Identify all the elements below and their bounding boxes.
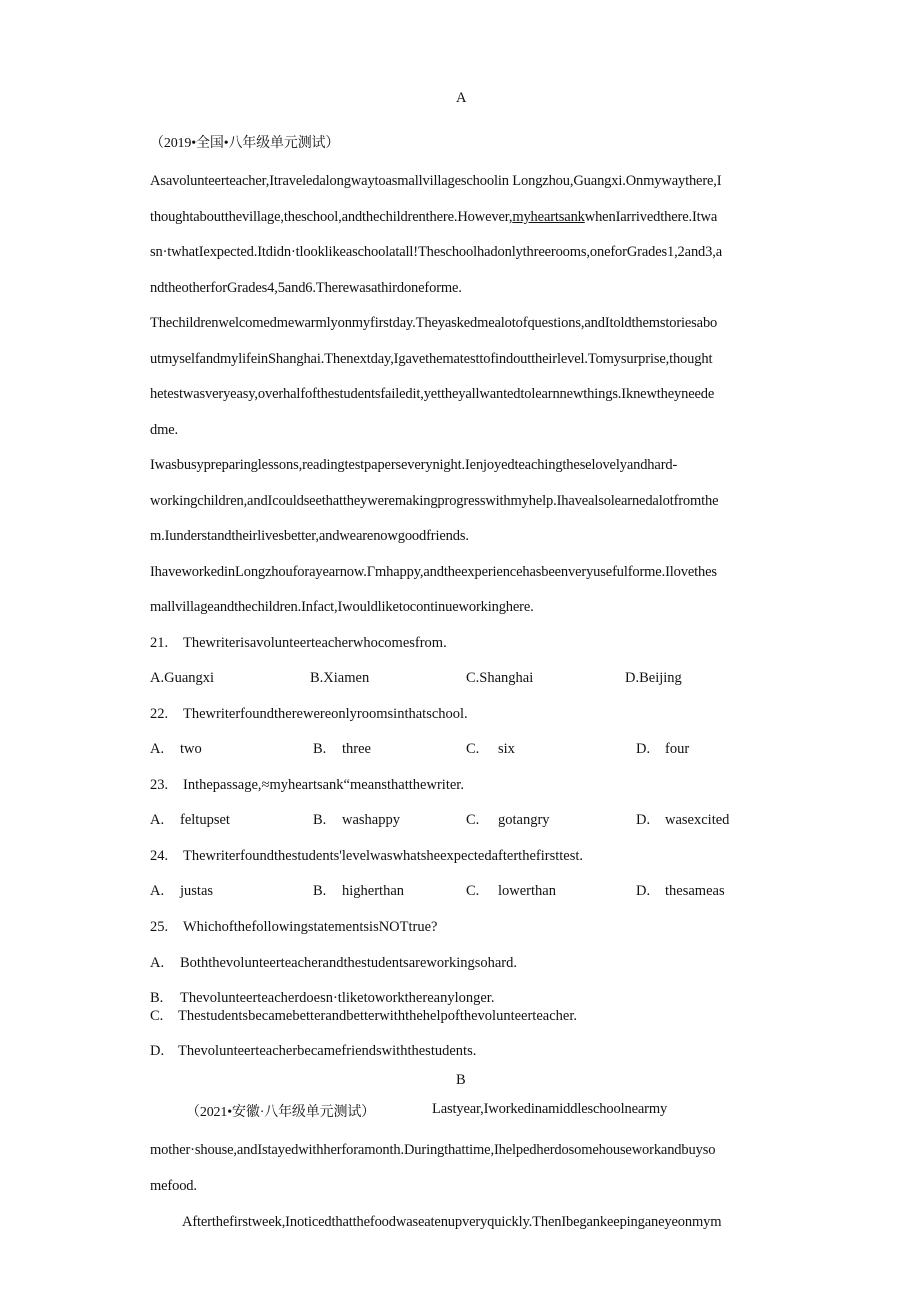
option-a: A.Guangxi bbox=[150, 670, 215, 686]
passage-a-line: utmyselfandmylifeinShanghai.Thenextday,Igavethematesttofindouttheirlevel.Tomysurprise,thought bbox=[150, 351, 713, 367]
option-a-letter: A. bbox=[150, 812, 165, 828]
passage-b-line: Afterthefirstweek,Inoticedthatthefoodwaseatenupveryquickly.ThenIbegankeepinganeyeonmym bbox=[182, 1214, 722, 1230]
option-b-text: washappy bbox=[342, 812, 400, 828]
passage-a-line: hetestwasveryeasy,overhalfofthestudentsfailedit,yettheyallwantedtolearnnewthings.Iknewtheyneede bbox=[150, 386, 715, 402]
underlined-phrase: myheartsank bbox=[512, 209, 585, 225]
passage-b-line: mother·shouse,andIstayedwithherforamonth.Duringthattime,Ihelpedherdosomehouseworkandbuyso bbox=[150, 1142, 716, 1158]
option-a-text: Boththevolunteerteacherandthestudentsareworkingsohard. bbox=[180, 955, 518, 971]
option-b-letter: B. bbox=[313, 812, 327, 828]
section-a-heading: A bbox=[456, 90, 467, 106]
option-a-text: two bbox=[180, 741, 202, 757]
question-stem: Inthepassage,≈myheartsank“meansthatthewriter. bbox=[183, 777, 464, 793]
passage-a-line: mallvillageandthechildren.Infact,Iwouldliketocontinueworkinghere. bbox=[150, 599, 534, 615]
question-number: 25. bbox=[150, 919, 169, 935]
question-stem: Thewriterfoundthestudents'levelwaswhatsheexpectedafterthefirsttest. bbox=[183, 848, 584, 864]
passage-a-line: ndtheotherforGrades4,5and6.Therewasathirdoneforme. bbox=[150, 280, 462, 296]
section-a-source: （2019•全国•八年级单元测试） bbox=[150, 136, 340, 151]
option-a-text: justas bbox=[180, 883, 214, 899]
section-b-source: （2021•安徽·八年级单元测试） bbox=[186, 1105, 376, 1120]
option-d-text: Thevolunteerteacherbecamefriendswiththestudents. bbox=[178, 1043, 477, 1059]
option-d-text: wasexcited bbox=[665, 812, 730, 828]
option-b-text: Thevolunteerteacherdoesn·tliketoworkthereanylonger. bbox=[180, 990, 495, 1006]
option-b-letter: B. bbox=[313, 741, 327, 757]
option-c-letter: C. bbox=[466, 741, 480, 757]
option-c-text: six bbox=[498, 741, 515, 757]
option-b-letter: B. bbox=[150, 990, 164, 1006]
option-c-text: gotangry bbox=[498, 812, 550, 828]
option-d-letter: D. bbox=[150, 1043, 165, 1059]
passage-a-line: m.Iunderstandtheirlivesbetter,andwearenowgoodfriends. bbox=[150, 528, 469, 544]
passage-a-line: Thechildrenwelcomedmewarmlyonmyfirstday.Theyaskedmealotofquestions,andItoldthemstoriesabo bbox=[150, 315, 718, 331]
passage-a-line bbox=[150, 209, 717, 226]
question-number: 22. bbox=[150, 706, 169, 722]
question-stem: Thewriterfoundtherewereonlyroomsinthatschool. bbox=[183, 706, 468, 722]
option-b-text: higherthan bbox=[342, 883, 405, 899]
passage-a-line: IhaveworkedinLongzhouforayearnow.Γmhappy,andtheexperiencehasbeenveryusefulforme.Ilovethes bbox=[150, 564, 717, 580]
passage-b-line: Lastyear,Iworkedinamiddleschoolnearmy bbox=[432, 1101, 668, 1117]
option-d-letter: D. bbox=[636, 812, 651, 828]
question-number: 21. bbox=[150, 635, 169, 651]
option-d-letter: D. bbox=[636, 741, 651, 757]
question-number: 24. bbox=[150, 848, 169, 864]
option-c-text: lowerthan bbox=[498, 883, 556, 899]
passage-b-line: mefood. bbox=[150, 1178, 197, 1194]
passage-a-line: Iwasbusypreparinglessons,readingtestpaperseverynight.Ienjoyedteachingtheselovelyandhard- bbox=[150, 457, 678, 473]
option-b-text: three bbox=[342, 741, 371, 757]
option-b: B.Xiamen bbox=[310, 670, 370, 686]
option-a-letter: A. bbox=[150, 955, 165, 971]
option-d-text: four bbox=[665, 741, 690, 757]
passage-a-line: Asavolunteerteacher,Itraveledalongwaytoasmallvillageschoolin Longzhou,Guangxi.Onmywaythere,I bbox=[150, 173, 722, 189]
passage-a-line: sn·twhatIexpected.Itdidn·tlooklikeaschoolatall!Theschoolhadonlythreerooms,oneforGrades1,2and3,a bbox=[150, 244, 723, 260]
option-c-letter: C. bbox=[150, 1008, 164, 1024]
question-stem: WhichofthefollowingstatementsisNOTtrue? bbox=[183, 919, 438, 935]
option-a-letter: A. bbox=[150, 741, 165, 757]
question-number: 23. bbox=[150, 777, 169, 793]
option-d: D.Beijing bbox=[625, 670, 682, 686]
option-c-letter: C. bbox=[466, 812, 480, 828]
option-a-letter: A. bbox=[150, 883, 165, 899]
option-b-letter: B. bbox=[313, 883, 327, 899]
section-b-heading: B bbox=[456, 1072, 466, 1088]
option-c: C.Shanghai bbox=[466, 670, 534, 686]
passage-a-text: thoughtaboutthevillage,theschool,andthechildrenthere.However, bbox=[150, 209, 513, 225]
option-a-text: feltupset bbox=[180, 812, 230, 828]
option-d-text: thesameas bbox=[665, 883, 725, 899]
option-d-letter: D. bbox=[636, 883, 651, 899]
passage-a-line: workingchildren,andIcouldseethattheyweremakingprogresswithmyhelp.Ihavealsolearnedalotfromthe bbox=[150, 493, 719, 509]
passage-a-text: whenIarrivedthere.Itwa bbox=[584, 209, 718, 225]
option-c-letter: C. bbox=[466, 883, 480, 899]
option-c-text: Thestudentsbecamebetterandbetterwiththehelpofthevolunteerteacher. bbox=[178, 1008, 577, 1024]
question-stem: Thewriterisavolunteerteacherwhocomesfrom. bbox=[183, 635, 447, 651]
passage-a-line: dme. bbox=[150, 422, 178, 438]
